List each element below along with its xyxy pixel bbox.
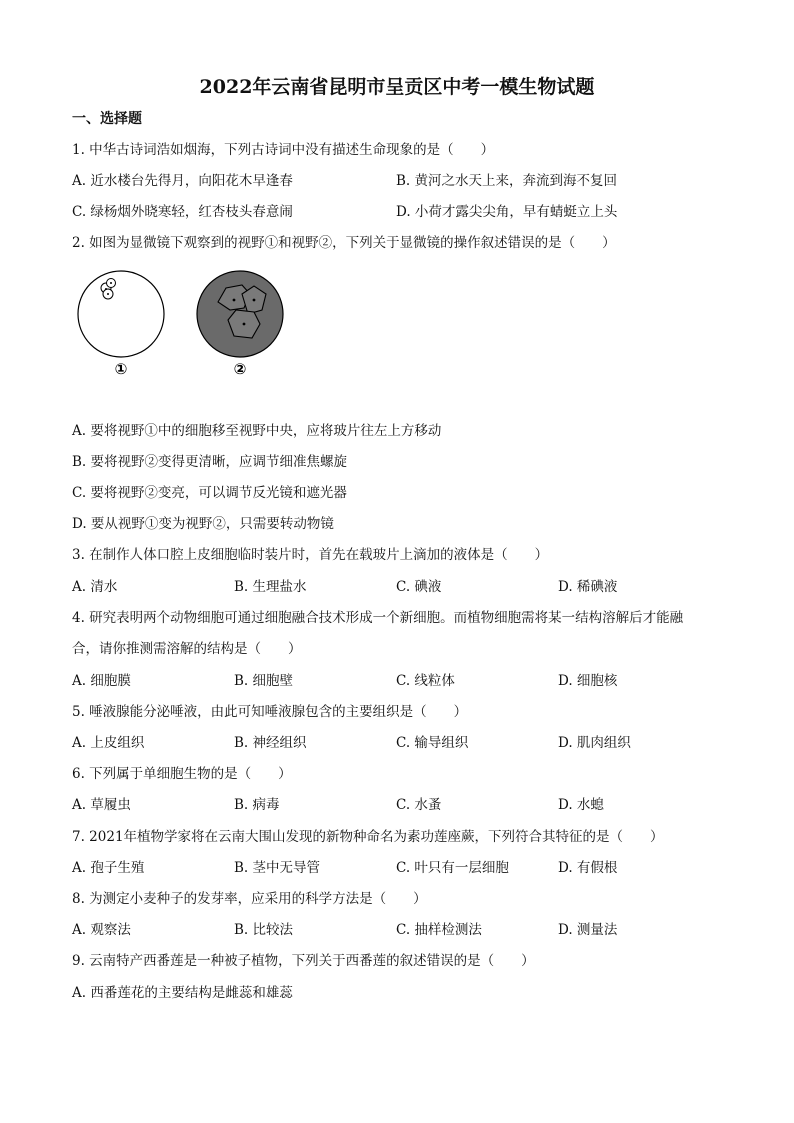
section-heading: 一、选择题	[72, 111, 142, 127]
question-3-option-b: B. 生理盐水	[234, 579, 307, 595]
question-8-option-d: D. 测量法	[558, 922, 618, 938]
question-7-option-a: A. 孢子生殖	[72, 860, 145, 876]
question-2-option-a: A. 要将视野①中的细胞移至视野中央，应将玻片往左上方移动	[72, 423, 442, 439]
question-7-option-c: C. 叶只有一层细胞	[396, 860, 509, 876]
question-9-option-a: A. 西番莲花的主要结构是雌蕊和雄蕊	[72, 985, 293, 1001]
question-1-stem: 1. 中华古诗词浩如烟海，下列古诗词中没有描述生命现象的是（ ）	[72, 142, 495, 158]
question-6-option-a: A. 草履虫	[72, 797, 131, 813]
question-3-stem: 3. 在制作人体口腔上皮细胞临时装片时，首先在载玻片上滴加的液体是（ ）	[72, 547, 549, 563]
question-2-stem: 2. 如图为显微镜下观察到的视野①和视野②，下列关于显微镜的操作叙述错误的是（ ）	[72, 235, 616, 251]
question-2-option-b: B. 要将视野②变得更清晰，应调节细准焦螺旋	[72, 454, 348, 470]
question-6-option-d: D. 水螅	[558, 797, 604, 813]
question-6-stem: 6. 下列属于单细胞生物的是（ ）	[72, 766, 292, 782]
question-3-option-c: C. 碘液	[396, 579, 442, 595]
question-1-option-d: D. 小荷才露尖尖角，早有蜻蜓立上头	[396, 204, 618, 220]
question-6-option-c: C. 水蚤	[396, 797, 442, 813]
view-1-label: ①	[114, 360, 128, 378]
page-title: 2022年云南省昆明市呈贡区中考一模生物试题	[199, 76, 595, 98]
question-5-option-a: A. 上皮组织	[72, 735, 145, 751]
question-7-option-d: D. 有假根	[558, 860, 618, 876]
question-5-option-b: B. 神经组织	[234, 735, 307, 751]
question-8-option-b: B. 比较法	[234, 922, 294, 938]
view-1-circle	[78, 271, 164, 357]
view-2-label: ②	[233, 360, 247, 378]
question-2-option-d: D. 要从视野①变为视野②，只需要转动物镜	[72, 516, 334, 532]
question-7-stem: 7. 2021年植物学家将在云南大围山发现的新物种命名为素功莲座蕨，下列符合其特征的是（ ）	[72, 829, 664, 845]
question-4-option-a: A. 细胞膜	[72, 673, 131, 689]
question-1-option-b: B. 黄河之水天上来，奔流到海不复回	[396, 173, 618, 189]
question-4-stem-line-2: 合，请你推测需溶解的结构是（ ）	[72, 641, 302, 657]
question-7-option-b: B. 茎中无导管	[234, 860, 321, 876]
question-9-stem: 9. 云南特产西番莲是一种被子植物，下列关于西番莲的叙述错误的是（ ）	[72, 953, 535, 969]
question-8-stem: 8. 为测定小麦种子的发芽率，应采用的科学方法是（ ）	[72, 891, 427, 907]
question-4-option-d: D. 细胞核	[558, 673, 618, 689]
question-1-option-a: A. 近水楼台先得月，向阳花木早逢春	[72, 173, 293, 189]
question-4-option-c: C. 线粒体	[396, 673, 455, 689]
question-5-stem: 5. 唾液腺能分泌唾液，由此可知唾液腺包含的主要组织是（ ）	[72, 704, 468, 720]
question-2-option-c: C. 要将视野②变亮，可以调节反光镜和遮光器	[72, 485, 347, 501]
question-4-stem-line-1: 4. 研究表明两个动物细胞可通过细胞融合技术形成一个新细胞。而植物细胞需将某一结构溶解后才能融	[72, 610, 684, 626]
question-6-option-b: B. 病毒	[234, 797, 280, 813]
question-4-option-b: B. 细胞壁	[234, 673, 294, 689]
question-3-option-d: D. 稀碘液	[558, 579, 618, 595]
question-8-option-c: C. 抽样检测法	[396, 922, 482, 938]
question-3-option-a: A. 清水	[72, 579, 118, 595]
question-8-option-a: A. 观察法	[72, 922, 131, 938]
question-1-option-c: C. 绿杨烟外晓寒轻，红杏枝头春意闹	[72, 204, 293, 220]
question-5-option-d: D. 肌肉组织	[558, 735, 631, 751]
question-5-option-c: C. 输导组织	[396, 735, 469, 751]
microscope-views-figure	[74, 268, 294, 380]
